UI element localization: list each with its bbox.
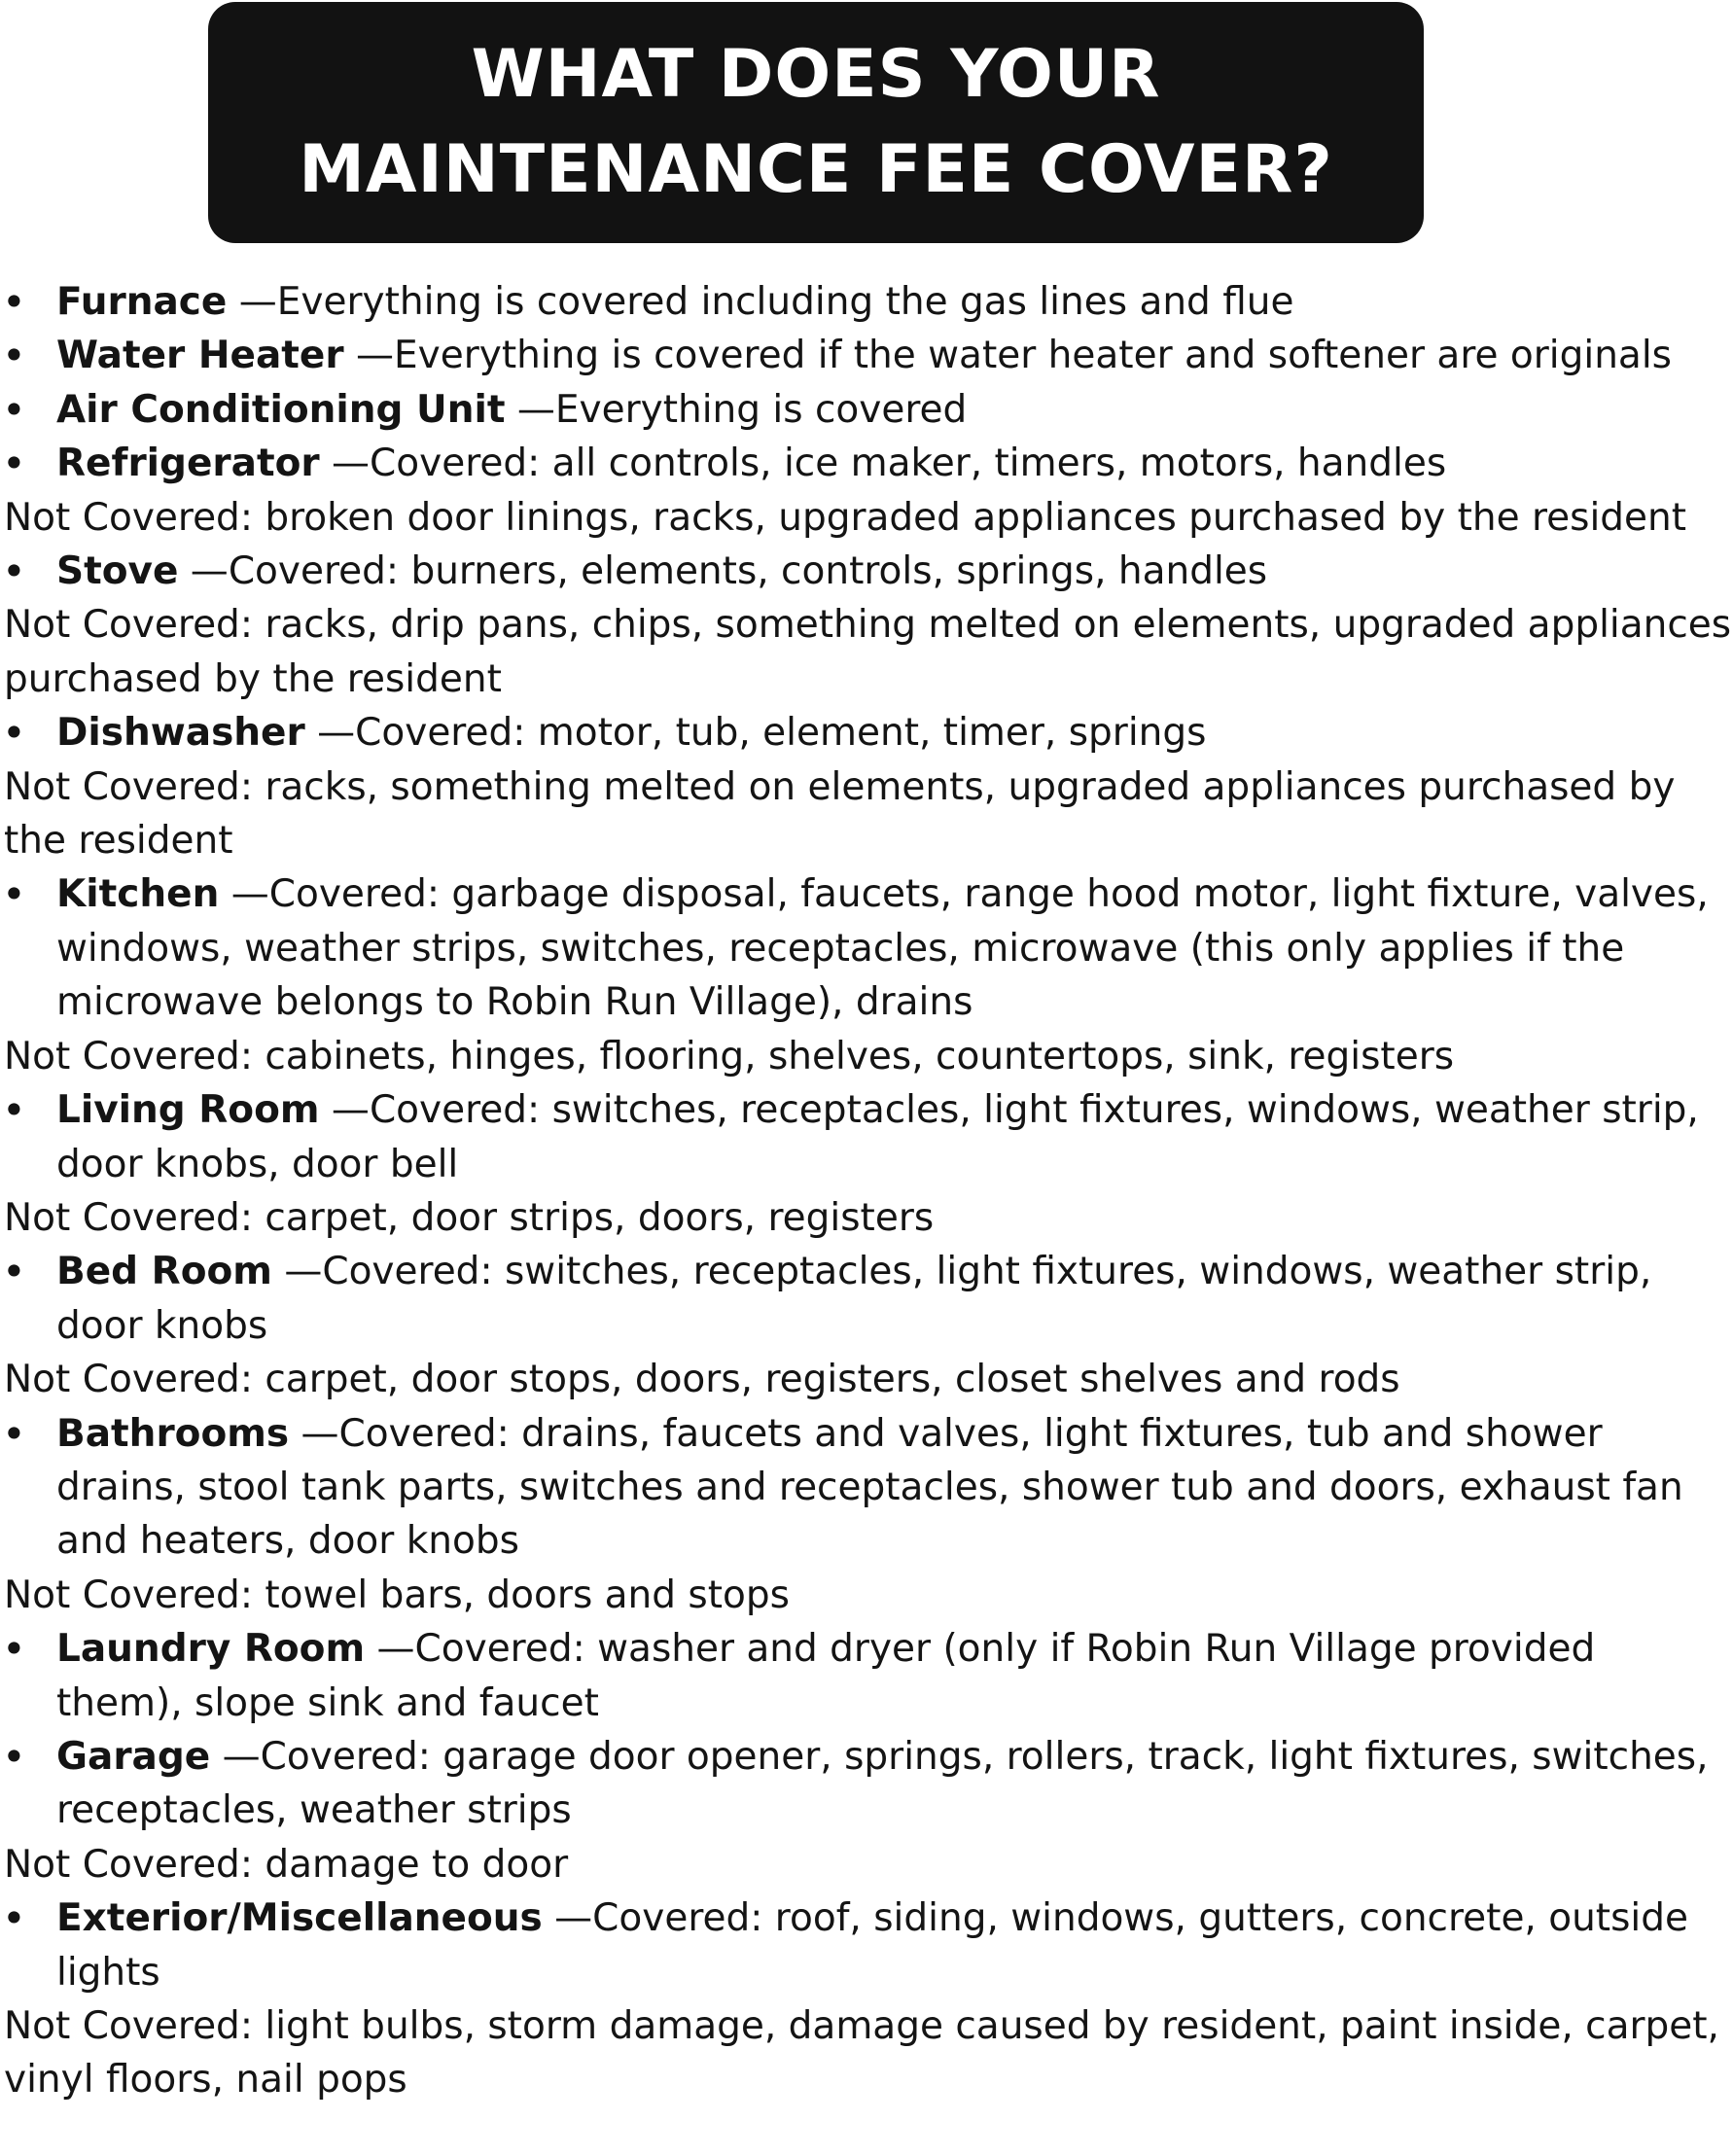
item-title: Water Heater: [56, 334, 344, 378]
list-item-bed-room: [0, 1245, 1733, 1353]
list-item-laundry-room: [0, 1622, 1733, 1730]
list-item-water-heater: [0, 329, 1733, 382]
list-item-furnace: [0, 275, 1733, 329]
list-item-kitchen: [0, 867, 1733, 1029]
not-covered-garage: Not Covered: damage to door: [4, 1842, 569, 1887]
list-item-exterior-miscellaneous: [0, 1891, 1733, 1999]
item-covered: Everything is covered including the gas lines and flue: [276, 280, 1294, 324]
item-separator: —: [227, 280, 277, 324]
item-covered: Everything is covered: [554, 387, 968, 432]
item-covered: Covered: switches, receptacles, light fixtures, windows, weather strip, door knobs: [56, 1250, 1652, 1348]
item-title: Laundry Room: [56, 1627, 366, 1672]
item-title: Air Conditioning Unit: [56, 387, 506, 432]
item-separator: —: [219, 872, 269, 917]
item-covered: Covered: drains, faucets and valves, light fixtures, tub and shower drains, stool tank parts, switches and receptacles, shower tub and doors, exhaust fan and heaters, door knobs: [56, 1411, 1683, 1564]
header-title-line-2: MAINTENANCE FEE COVER?: [299, 131, 1333, 208]
item-covered: Everything is covered if the water heater and softener are originals: [394, 334, 1672, 378]
item-separator: —: [365, 1627, 415, 1672]
list-item-garage: [0, 1730, 1733, 1838]
not-covered-dishwasher: Not Covered: racks, something melted on elements, upgraded appliances purchased by the resident: [4, 764, 1676, 864]
item-separator: —: [289, 1411, 339, 1456]
item-separator: —: [505, 387, 555, 432]
item-separator: —: [178, 549, 229, 594]
item-separator: —: [210, 1734, 261, 1779]
not-covered-refrigerator: Not Covered: broken door linings, racks, upgraded appliances purchased by the resident: [4, 495, 1687, 540]
page-header: [208, 2, 1424, 243]
list-item-air-conditioning-unit: [0, 383, 1733, 437]
item-separator: —: [542, 1896, 593, 1941]
item-covered: Covered: burners, elements, controls, springs, handles: [228, 549, 1268, 594]
item-title: Refrigerator: [56, 442, 320, 486]
item-separator: —: [319, 442, 371, 486]
item-covered: Covered: washer and dryer (only if Robin Run Village provided them), slope sink and faucet: [56, 1627, 1596, 1725]
list-item-stove: [0, 545, 1733, 598]
item-covered: Covered: switches, receptacles, light fixtures, windows, weather strip, door knobs, door bell: [56, 1088, 1699, 1186]
item-covered: Covered: roof, siding, windows, gutters, concrete, outside lights: [56, 1896, 1689, 1995]
item-title: Bed Room: [56, 1250, 272, 1294]
item-covered: Covered: garage door opener, springs, rollers, track, light fixtures, switches, receptacles, weather strips: [56, 1734, 1709, 1833]
item-title: Stove: [56, 549, 179, 594]
list-item-dishwasher: [0, 706, 1733, 760]
item-separator: —: [304, 711, 356, 756]
item-separator: —: [343, 334, 394, 378]
item-title: Living Room: [56, 1088, 320, 1133]
item-covered: Covered: motor, tub, element, timer, springs: [355, 711, 1207, 756]
item-title: Garage: [56, 1734, 211, 1779]
item-title: Exterior/Miscellaneous: [56, 1896, 543, 1941]
not-covered-kitchen: Not Covered: cabinets, hinges, flooring, shelves, countertops, sink, registers: [4, 1034, 1455, 1078]
item-title: Dishwasher: [56, 711, 305, 756]
header-title-line-1: WHAT DOES YOUR: [471, 36, 1161, 113]
item-separator: —: [271, 1250, 323, 1294]
item-title: Kitchen: [56, 872, 220, 917]
item-separator: —: [319, 1088, 370, 1133]
item-title: Furnace: [56, 280, 228, 324]
not-covered-living-room: Not Covered: carpet, door strips, doors, registers: [4, 1195, 935, 1240]
item-covered: Covered: garbage disposal, faucets, range hood motor, light fixture, valves, windows, weather strips, switches, receptacles, microwave (this only applies if the microwave belongs to Robin Run Village), drains: [56, 872, 1709, 1025]
not-covered-stove: Not Covered: racks, drip pans, chips, something melted on elements, upgraded appliances purchased by the resident: [4, 603, 1732, 701]
not-covered-bed-room: Not Covered: carpet, door stops, doors, registers, closet shelves and rods: [4, 1358, 1400, 1402]
coverage-list: [0, 275, 1733, 2107]
not-covered-bathrooms: Not Covered: towel bars, doors and stops: [4, 1573, 790, 1617]
item-title: Bathrooms: [56, 1411, 290, 1456]
list-item-bathrooms: [0, 1407, 1733, 1569]
list-item-refrigerator: [0, 437, 1733, 490]
not-covered-exterior-miscellaneous: Not Covered: light bulbs, storm damage, damage caused by resident, paint inside, carpet, vinyl floors, nail pops: [4, 2004, 1719, 2103]
list-item-living-room: [0, 1083, 1733, 1191]
item-covered: Covered: all controls, ice maker, timers, motors, handles: [370, 442, 1447, 486]
